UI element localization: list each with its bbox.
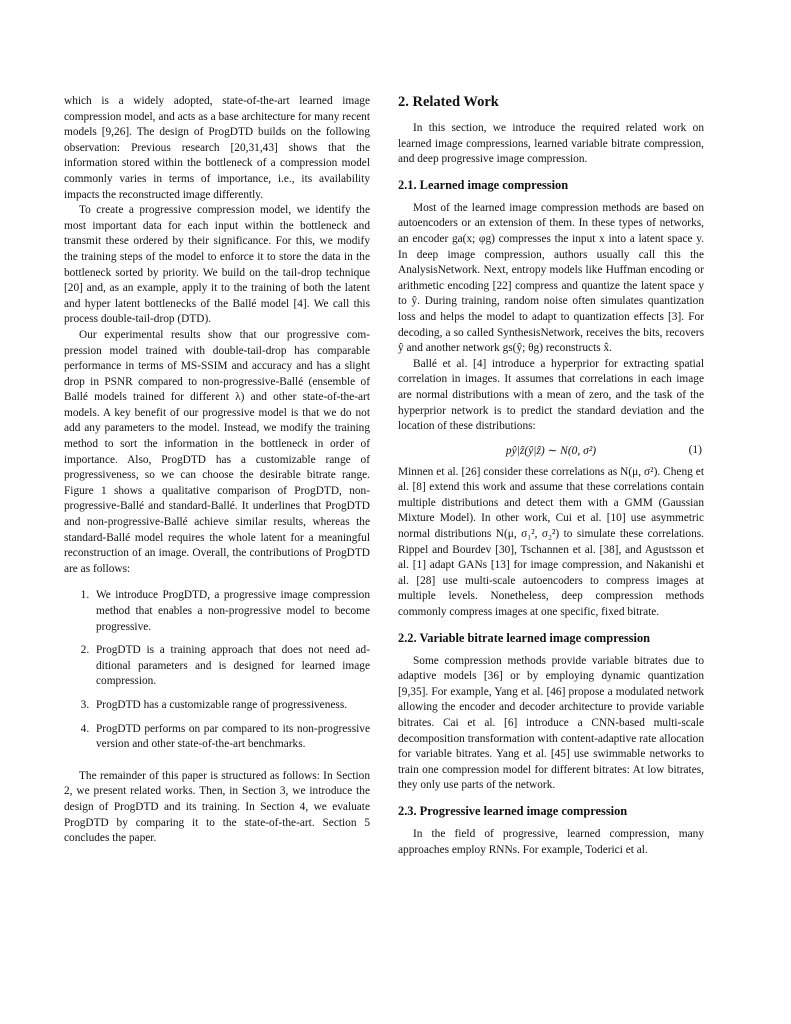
subsection-heading-progressive: 2.3. Progressive learned image compression <box>398 803 628 818</box>
subsection-heading-variable: 2.2. Variable bitrate learned image compression <box>398 630 651 645</box>
section-heading-related-work: 2. Related Work <box>398 94 499 110</box>
intro-paragraph-continued: which is a widely adopted, state-of-the-art learned image compression model, and acts as a base architecture for many recent models [9,26]. The design of ProgDTD builds on the following observation: Previous research [20,31,43] shows that the information stored within the bottleneck of a compression model commonly varies in terms of importance, i.e., its availability impacts the reconstructed image differently. <box>64 95 370 201</box>
learned-compression-paragraph: Most of the learned image compression methods are based on autoencoders or an extension of them. In these types of networks, an encoder ga(x; φg) compresses the input x into a latent space y. In deep image compression, authors usually call this the AnalysisNetwork. Next, entropy models like Huffman encoding or arithmetic encoding [22] compress and quantize the latent space y to ŷ. During training, random noise often simulates quantization loss and helps the model to adapt to quantization effects [3]. For decoding, a so called SynthesisNetwork, receives the bits, recovers ŷ and another network gs(ŷ; θg) reconstructs x̂. <box>398 201 704 355</box>
intro-paragraph-dtd: To create a progressive compression model, we identify the most important data for each input within the bottleneck and transmit these ordered by their significance. For this, we modify the training steps of the model to enforce it to store the data in the bottleneck sorted by priority. We build on the tail-drop technique [20] and, as an example, apply it to the training of both the latent and hyper latent bottlenecks of the Ballé model [4]. We call this process double-tail-drop (DTD). <box>64 204 370 326</box>
subsection-heading-learned: 2.1. Learned image compression <box>398 177 569 192</box>
list-item: 4. ProgDTD performs on par compared to its non-progressive version and other state-of-the-art benchmarks. <box>92 722 370 753</box>
list-item: 2. ProgDTD is a training approach that does not need additional parameters and is designed for learned image compression. <box>92 643 370 690</box>
progressive-paragraph: In the field of progressive, learned compression, many approaches employ RNNs. For example, Toderici et al. <box>398 827 704 856</box>
equation-body: pŷ|ẑ(ŷ|ẑ) ∼ N(0, σ²) <box>505 444 597 457</box>
contributions-list <box>64 588 370 752</box>
hyperprior-paragraph: Ballé et al. [4] introduce a hyperprior for extracting spatial correlation in images. It assumes that correlations in each image are normal distributions with a mean of zero, and the task of the hyperprior network is to predict the standard deviation and the location of these distributions: <box>398 357 704 433</box>
list-item: 3. ProgDTD has a customizable range of progressiveness. <box>92 698 370 714</box>
variable-bitrate-paragraph: Some compression methods provide variable bitrates due to adaptive models [36] or by employing dynamic quantization [9,35]. For example, Yang et al. [46] propose a modulated network allowing the encoder and decoder architecture to provide variable bitrates. Cai et al. [6] introduce a CNN-based multi-scale decomposition transformation with content-adaptive rate allocation for variable bitrates. Yang et al. [45] use swimmable networks to train one compression model for different bitrates: At low bitrates, they only use parts of the network. <box>398 654 704 792</box>
equation-number: (1) <box>688 443 702 456</box>
minnen-paragraph: Minnen et al. [26] consider these correlations as N(μ, σ²). Cheng et al. [8] extend this work and assume that these correlations contain multiple distributions and detect them with a GMM (Gaussian Mixture Model). In other work, Cui et al. [10] use asymmetric normal distributions N(μ, σ₁², σ₂²) to simulate these correlations. Rippel and Bourdev [30], Tschannen et al. [38], and Agustsson et al. [1] adapt GANs [13] for image compression, and Nakanishi et al. [28] use multi-scale autoencoders to compress images at multiple levels. Nonetheless, deep compression methods commonly compress images at one specific, fixed bitrate. <box>398 465 704 619</box>
intro-paragraph-results: Our experimental results show that our progressive compression model trained with double-tail-drop has comparable performance in terms of MS-SSIM and accuracy and has a slight drop in PSNR compared to non-progressive-Ballé (ensemble of Ballé models trained for different λ) and other state-of-the-art models. A key benefit of our progressive model is that we do not add any parameters to the model. Instead, we modify the training method to sort the information in the bottleneck in order of importance. Also, ProgDTD has a customizable range of progressiveness, so we can choose the desirable bitrate range. Figure 1 shows a qualitative comparison of ProgDTD, non-progressive-Ballé and standard-Ballé. It underlines that ProgDTD and non-progressive-Ballé achieve similar results, whereas the standard-Ballé model requires the whole latent for a meaningful reconstruction of an image. Overall, the contributions of ProgDTD are as follows: <box>64 328 370 575</box>
paper-structure-paragraph: The remainder of this paper is structured as follows: In Section 2, we present related works. Then, in Section 3, we introduce the design of ProgDTD and its training. In Section 4, we evaluate ProgDTD by comparing it to the state-of-the-art. Section 5 concludes the paper. <box>64 769 370 845</box>
related-work-paragraph: In this section, we introduce the required related work on learned image compressions, learned variable bitrate compression, and deep progressive image compression. <box>398 122 704 166</box>
left-column <box>64 94 370 847</box>
equation-1 <box>398 435 704 465</box>
right-column <box>398 94 704 858</box>
list-item: 1. We introduce ProgDTD, a progressive image compression method that enables a non-progressive model to become progressive. <box>92 588 370 635</box>
